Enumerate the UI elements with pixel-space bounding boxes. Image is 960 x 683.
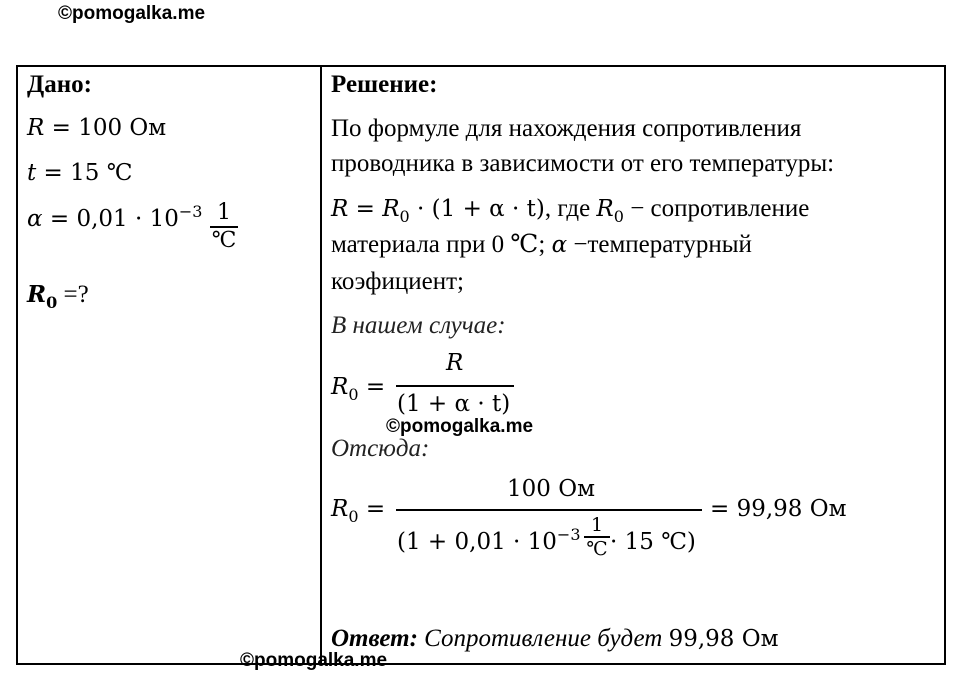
- unknown-var: R: [27, 281, 47, 308]
- calc-unit-den: ℃: [586, 538, 608, 560]
- calc-lhs-sub: 0: [348, 507, 359, 526]
- calc-result: = 99,98 Ом: [710, 496, 847, 522]
- answer-text: Сопротивление будет: [417, 625, 669, 652]
- answer-value: 99,98 Ом: [668, 626, 779, 652]
- var-r: R: [27, 115, 45, 141]
- calc-numerator: 100 Ом: [507, 476, 595, 502]
- watermark-top: ©pomogalka.me: [58, 3, 206, 24]
- r0-fraction-bar: [396, 385, 514, 387]
- alpha-unit-fraction: [210, 200, 238, 254]
- var-alpha: α: [27, 206, 43, 232]
- calc-den-exp: −3: [556, 525, 581, 544]
- formula-lhs: R = R: [331, 196, 400, 222]
- calc-unit-fraction: [584, 514, 610, 560]
- solution-line3: коэфициент;: [331, 268, 464, 295]
- solution-header: Решение:: [331, 71, 438, 98]
- line2-rest: −температурный: [567, 231, 752, 258]
- calc-lhs: [331, 496, 386, 526]
- watermark-middle: ©pomogalka.me: [386, 416, 534, 437]
- formula-sub: 0: [399, 207, 410, 226]
- hence-label: Отсюда:: [331, 435, 430, 462]
- calc-eq: =: [358, 496, 386, 522]
- calc-denominator: [397, 525, 581, 555]
- answer-line: [331, 626, 778, 651]
- given-header: Дано:: [27, 71, 92, 98]
- formula-rhs: · (1 + α · t): [409, 196, 545, 222]
- watermark-bottom: ©pomogalka.me: [240, 650, 388, 671]
- given-unknown: [27, 281, 89, 312]
- value-alpha: = 0,01 · 10: [42, 206, 179, 232]
- alpha-exponent: −3: [178, 202, 203, 221]
- calc-lhs-var: R: [331, 496, 349, 522]
- r0-eq: =: [358, 374, 386, 400]
- formula-r0-sub: 0: [613, 207, 624, 226]
- case-label: В нашем случае:: [331, 312, 506, 339]
- solution-intro-line2: проводника в зависимости от его температуры:: [331, 150, 835, 177]
- var-t: t: [27, 160, 37, 186]
- solution-formula: [331, 195, 810, 226]
- value-r: = 100 Ом: [44, 115, 167, 141]
- alpha-unit-den: ℃: [211, 228, 237, 253]
- unknown-rest: =?: [57, 281, 89, 308]
- answer-label: Ответ:: [331, 625, 418, 652]
- column-divider: [320, 65, 322, 665]
- formula-rest: − сопротивление: [623, 195, 810, 222]
- given-resistance: [27, 117, 166, 140]
- r0-lhs-sub: 0: [348, 385, 359, 404]
- solution-intro-line1: По формуле для нахождения сопротивления: [331, 115, 802, 142]
- r0-numerator: R: [446, 350, 464, 376]
- unknown-sub: 0: [46, 293, 58, 312]
- r0-lhs: [331, 374, 386, 404]
- calc-den-tail: · 15 ℃): [610, 529, 696, 555]
- calc-den-a: (1 + 0,01 · 10: [397, 529, 557, 555]
- formula-r0: R: [596, 196, 614, 222]
- alpha-unit-num: 1: [217, 200, 231, 225]
- given-alpha: [27, 202, 203, 232]
- line2-alpha: α: [551, 232, 568, 258]
- calc-unit-num: 1: [590, 514, 604, 536]
- line2-text: материала при 0 ℃;: [331, 231, 552, 258]
- solution-line2: [331, 232, 752, 257]
- given-temperature: [27, 162, 132, 185]
- r0-lhs-var: R: [331, 374, 349, 400]
- r0-denominator: (1 + α · t): [397, 391, 511, 417]
- value-t: = 15 ℃: [36, 160, 133, 186]
- formula-where: , где: [544, 195, 597, 222]
- calc-fraction-bar: [396, 509, 702, 511]
